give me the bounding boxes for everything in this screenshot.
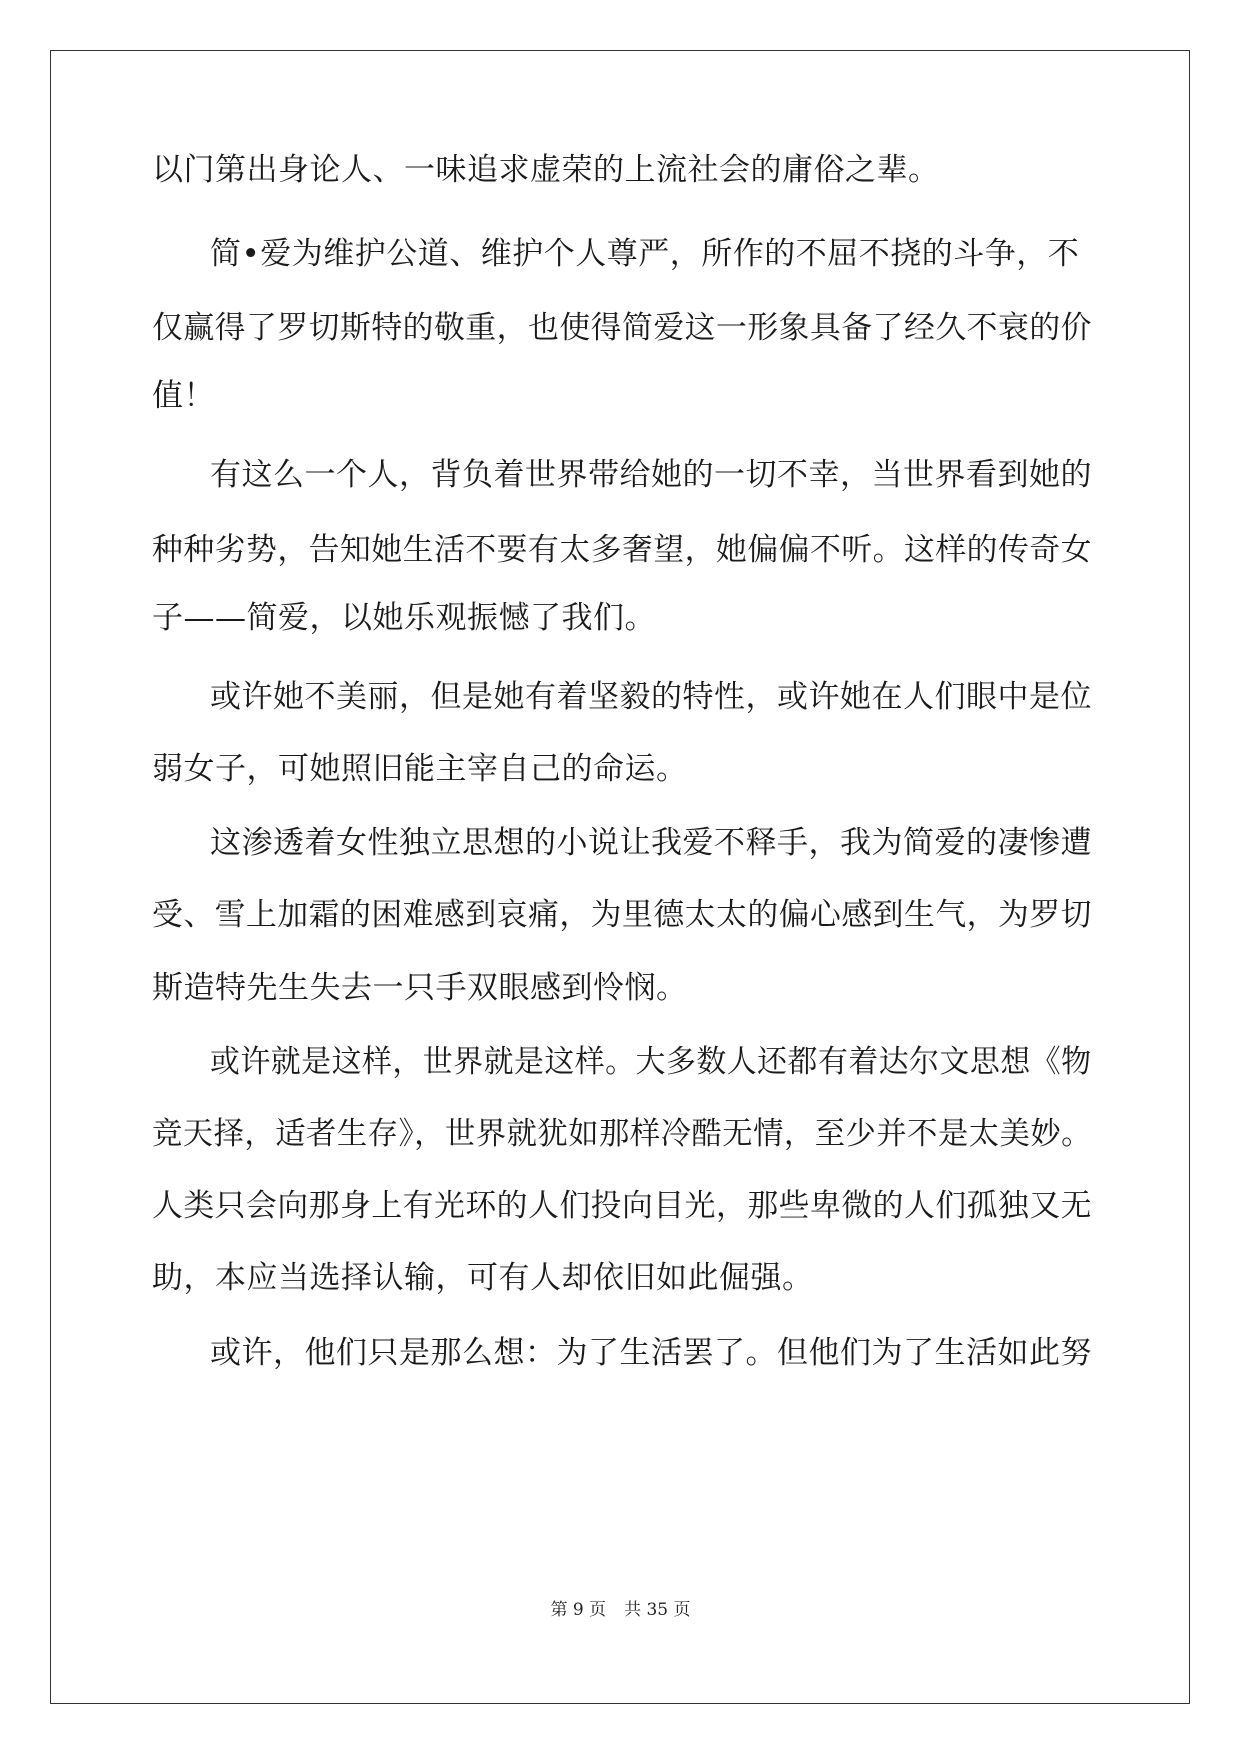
text-line: 助，本应当选择认输，可有人却依旧如此倔强。 <box>152 1260 814 1296</box>
text-line: 种种劣势，告知她生活不要有太多奢望，她偏偏不听。这样的传奇女 <box>152 532 1092 568</box>
text-line: 仅赢得了罗切斯特的敬重，也使得简爱这一形象具备了经久不衰的价 <box>152 310 1092 346</box>
text-line: 以门第出身论人、一味追求虚荣的上流社会的庸俗之辈。 <box>152 152 940 188</box>
paragraph-start-line: 这渗透着女性独立思想的小说让我爱不释手，我为简爱的凄惨遭 <box>210 825 1092 861</box>
paragraph-start-line: 简•爱为维护公道、维护个人尊严，所作的不屈不挠的斗争，不 <box>210 236 1080 272</box>
paragraph-start-line: 或许就是这样，世界就是这样。大多数人还都有着达尔文思想《物 <box>210 1044 1092 1080</box>
paragraph-start-line: 有这么一个人，背负着世界带给她的一切不幸，当世界看到她的 <box>210 457 1092 493</box>
text-line: 弱女子，可她照旧能主宰自己的命运。 <box>152 751 688 787</box>
page-border <box>50 50 1190 1704</box>
text-line: 子——简爱，以她乐观振憾了我们。 <box>152 600 656 636</box>
paragraph-start-line: 或许她不美丽，但是她有着坚毅的特性，或许她在人们眼中是位 <box>210 679 1092 715</box>
text-line: 受、雪上加霜的困难感到哀痛，为里德太太的偏心感到生气，为罗切 <box>152 897 1092 933</box>
page-footer <box>0 1598 1241 1622</box>
text-line: 斯造特先生失去一只手双眼感到怜悯。 <box>152 970 688 1006</box>
page-number: 第 9 页 <box>550 1600 607 1620</box>
text-line: 值！ <box>152 378 215 414</box>
text-line: 竞天择，适者生存》，世界就犹如那样冷酷无情，至少并不是太美妙。 <box>152 1116 1092 1152</box>
text-line: 人类只会向那身上有光环的人们投向目光，那些卑微的人们孤独又无 <box>152 1188 1092 1224</box>
page-total: 共 35 页 <box>624 1600 691 1620</box>
paragraph-start-line: 或许，他们只是那么想：为了生活罢了。但他们为了生活如此努 <box>210 1335 1092 1371</box>
